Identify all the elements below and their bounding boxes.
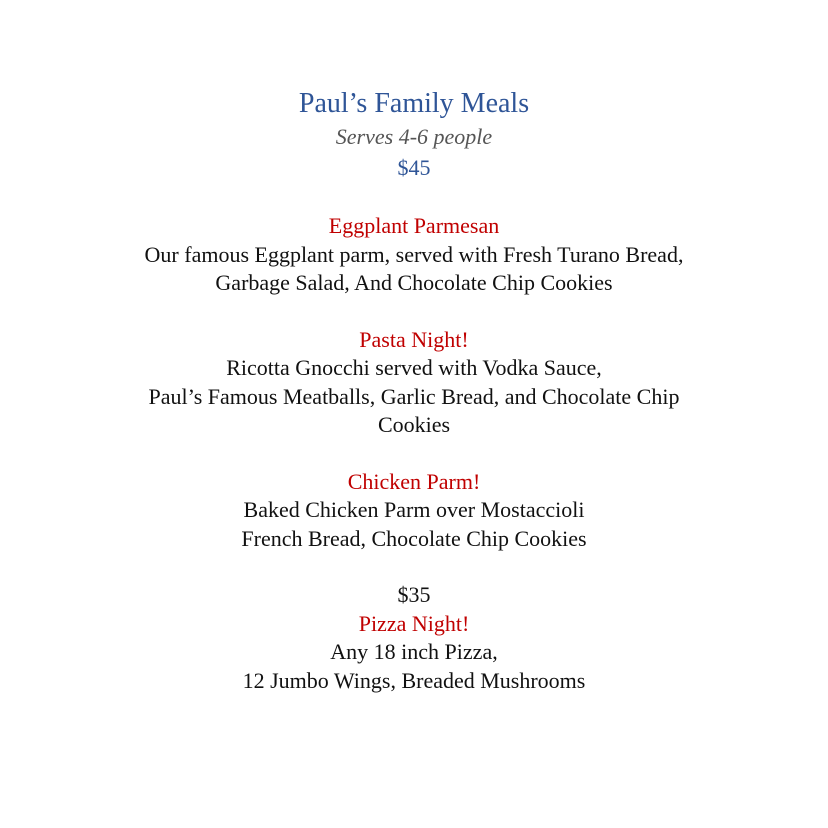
spacer (0, 440, 828, 468)
menu-item-description-line: Cookies (377, 412, 451, 437)
menu-title: Paul’s Family Meals (298, 88, 530, 119)
menu-item-eggplant-parmesan (0, 212, 828, 298)
menu-item-pizza-night (0, 581, 828, 695)
family-meals-menu (0, 86, 828, 695)
family-meal-price: $45 (397, 155, 431, 180)
spacer (0, 298, 828, 326)
menu-item-description-line: Ricotta Gnocchi served with Vodka Sauce, (226, 355, 602, 380)
menu-item-description-line: Garbage Salad, And Chocolate Chip Cookies (215, 270, 613, 295)
menu-item-description-line: French Bread, Chocolate Chip Cookies (241, 525, 587, 551)
menu-item-description-line: Paul’s Famous Meatballs, Garlic Bread, and Chocolate Chip (148, 383, 680, 409)
menu-item-name: Eggplant Parmesan (328, 213, 500, 238)
menu-item-name: Pasta Night! (359, 326, 469, 352)
spacer (0, 184, 828, 212)
menu-item-chicken-parm (0, 468, 828, 554)
menu-item-name: Pizza Night! (358, 610, 470, 636)
menu-item-description-line: 12 Jumbo Wings, Breaded Mushrooms (242, 667, 586, 693)
spacer (0, 553, 828, 581)
menu-item-description-line: Baked Chicken Parm over Mostaccioli (243, 497, 585, 522)
menu-subtitle: Serves 4-6 people (335, 124, 493, 149)
menu-item-pasta-night (0, 326, 828, 440)
menu-item-description-line: Our famous Eggplant parm, served with Fresh Turano Bread, (144, 241, 684, 267)
menu-item-name: Chicken Parm! (347, 468, 481, 494)
menu-item-description-line: Any 18 inch Pizza, (330, 639, 498, 664)
pizza-night-price: $35 (397, 582, 431, 607)
